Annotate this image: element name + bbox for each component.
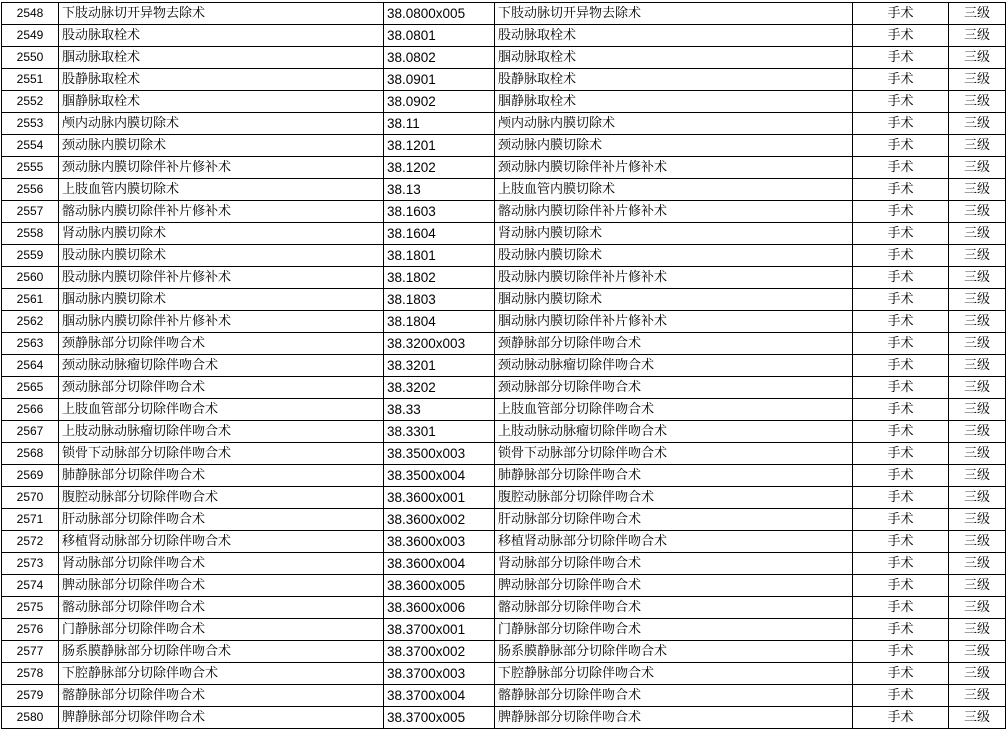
procedure-code-cell: 38.3700x005 (384, 707, 495, 729)
row-number-cell: 2569 (2, 465, 59, 487)
row-number-cell: 2578 (2, 663, 59, 685)
table-row (2, 575, 1006, 597)
level-cell: 三级 (949, 113, 1006, 135)
procedure-code-cell: 38.0802 (384, 47, 495, 69)
category-cell: 手术 (853, 333, 949, 355)
category-cell: 手术 (853, 135, 949, 157)
procedure-name-cell: 下肢动脉切开异物去除术 (59, 3, 384, 25)
category-cell: 手术 (853, 377, 949, 399)
table-row (2, 597, 1006, 619)
row-number-cell: 2554 (2, 135, 59, 157)
level-cell: 三级 (949, 311, 1006, 333)
table-row (2, 707, 1006, 729)
level-cell: 三级 (949, 707, 1006, 729)
procedure-name-alt-cell: 肝动脉部分切除伴吻合术 (495, 509, 853, 531)
row-number-cell: 2556 (2, 179, 59, 201)
row-number-cell: 2559 (2, 245, 59, 267)
level-cell: 三级 (949, 223, 1006, 245)
procedure-code-cell: 38.3200x003 (384, 333, 495, 355)
row-number-cell: 2550 (2, 47, 59, 69)
level-cell: 三级 (949, 245, 1006, 267)
procedure-name-cell: 颅内动脉内膜切除术 (59, 113, 384, 135)
procedure-code-cell: 38.3500x003 (384, 443, 495, 465)
table-row (2, 443, 1006, 465)
level-cell: 三级 (949, 575, 1006, 597)
procedure-name-alt-cell: 腘静脉取栓术 (495, 91, 853, 113)
row-number-cell: 2552 (2, 91, 59, 113)
procedure-code-cell: 38.1801 (384, 245, 495, 267)
table-row (2, 289, 1006, 311)
category-cell: 手术 (853, 47, 949, 69)
table-row (2, 157, 1006, 179)
procedure-name-cell: 下腔静脉部分切除伴吻合术 (59, 663, 384, 685)
procedure-name-alt-cell: 移植肾动脉部分切除伴吻合术 (495, 531, 853, 553)
row-number-cell: 2571 (2, 509, 59, 531)
procedure-code-cell: 38.1202 (384, 157, 495, 179)
row-number-cell: 2558 (2, 223, 59, 245)
procedure-name-cell: 肺静脉部分切除伴吻合术 (59, 465, 384, 487)
procedure-name-cell: 髂静脉部分切除伴吻合术 (59, 685, 384, 707)
category-cell: 手术 (853, 663, 949, 685)
procedure-code-cell: 38.3600x003 (384, 531, 495, 553)
category-cell: 手术 (853, 399, 949, 421)
row-number-cell: 2551 (2, 69, 59, 91)
row-number-cell: 2562 (2, 311, 59, 333)
table-row (2, 553, 1006, 575)
procedure-code-cell: 38.1604 (384, 223, 495, 245)
category-cell: 手术 (853, 179, 949, 201)
level-cell: 三级 (949, 443, 1006, 465)
level-cell: 三级 (949, 201, 1006, 223)
row-number-cell: 2549 (2, 25, 59, 47)
category-cell: 手术 (853, 267, 949, 289)
category-cell: 手术 (853, 553, 949, 575)
table-row (2, 333, 1006, 355)
row-number-cell: 2576 (2, 619, 59, 641)
level-cell: 三级 (949, 399, 1006, 421)
procedure-name-alt-cell: 颅内动脉内膜切除术 (495, 113, 853, 135)
table-row (2, 355, 1006, 377)
procedure-name-cell: 股动脉取栓术 (59, 25, 384, 47)
table-row (2, 399, 1006, 421)
level-cell: 三级 (949, 355, 1006, 377)
procedure-name-cell: 上肢血管部分切除伴吻合术 (59, 399, 384, 421)
procedure-code-cell: 38.3202 (384, 377, 495, 399)
category-cell: 手术 (853, 421, 949, 443)
row-number-cell: 2577 (2, 641, 59, 663)
level-cell: 三级 (949, 25, 1006, 47)
procedure-name-alt-cell: 上肢血管部分切除伴吻合术 (495, 399, 853, 421)
category-cell: 手术 (853, 113, 949, 135)
table-body (2, 3, 1006, 729)
category-cell: 手术 (853, 201, 949, 223)
category-cell: 手术 (853, 91, 949, 113)
category-cell: 手术 (853, 3, 949, 25)
procedure-name-alt-cell: 颈动脉内膜切除术 (495, 135, 853, 157)
table-row (2, 465, 1006, 487)
procedure-code-cell: 38.1803 (384, 289, 495, 311)
procedure-name-cell: 髂动脉内膜切除伴补片修补术 (59, 201, 384, 223)
procedure-name-alt-cell: 脾动脉部分切除伴吻合术 (495, 575, 853, 597)
row-number-cell: 2553 (2, 113, 59, 135)
procedure-name-alt-cell: 脾静脉部分切除伴吻合术 (495, 707, 853, 729)
level-cell: 三级 (949, 289, 1006, 311)
procedure-name-alt-cell: 颈动脉内膜切除伴补片修补术 (495, 157, 853, 179)
procedure-name-alt-cell: 上肢动脉动脉瘤切除伴吻合术 (495, 421, 853, 443)
table-row (2, 69, 1006, 91)
level-cell: 三级 (949, 69, 1006, 91)
category-cell: 手术 (853, 619, 949, 641)
procedure-name-cell: 股动脉内膜切除术 (59, 245, 384, 267)
procedure-name-cell: 锁骨下动脉部分切除伴吻合术 (59, 443, 384, 465)
procedure-name-alt-cell: 髂动脉内膜切除伴补片修补术 (495, 201, 853, 223)
category-cell: 手术 (853, 707, 949, 729)
procedure-name-cell: 肾动脉部分切除伴吻合术 (59, 553, 384, 575)
procedure-code-cell: 38.3700x004 (384, 685, 495, 707)
category-cell: 手术 (853, 597, 949, 619)
procedure-name-cell: 颈动脉部分切除伴吻合术 (59, 377, 384, 399)
row-number-cell: 2574 (2, 575, 59, 597)
procedure-name-alt-cell: 腘动脉内膜切除伴补片修补术 (495, 311, 853, 333)
procedure-code-cell: 38.3500x004 (384, 465, 495, 487)
row-number-cell: 2575 (2, 597, 59, 619)
level-cell: 三级 (949, 135, 1006, 157)
table-row (2, 487, 1006, 509)
level-cell: 三级 (949, 641, 1006, 663)
procedure-name-cell: 颈静脉部分切除伴吻合术 (59, 333, 384, 355)
table-row (2, 311, 1006, 333)
table-row (2, 509, 1006, 531)
procedure-name-alt-cell: 颈静脉部分切除伴吻合术 (495, 333, 853, 355)
procedure-name-alt-cell: 股动脉取栓术 (495, 25, 853, 47)
procedure-code-cell: 38.0801 (384, 25, 495, 47)
table-row (2, 619, 1006, 641)
table-row (2, 25, 1006, 47)
procedure-name-cell: 股静脉取栓术 (59, 69, 384, 91)
category-cell: 手术 (853, 311, 949, 333)
table-row (2, 47, 1006, 69)
procedure-code-cell: 38.11 (384, 113, 495, 135)
procedure-name-cell: 上肢动脉动脉瘤切除伴吻合术 (59, 421, 384, 443)
row-number-cell: 2560 (2, 267, 59, 289)
procedure-name-alt-cell: 股动脉内膜切除伴补片修补术 (495, 267, 853, 289)
procedure-code-cell: 38.3600x002 (384, 509, 495, 531)
row-number-cell: 2573 (2, 553, 59, 575)
category-cell: 手术 (853, 465, 949, 487)
level-cell: 三级 (949, 421, 1006, 443)
row-number-cell: 2570 (2, 487, 59, 509)
procedure-name-alt-cell: 门静脉部分切除伴吻合术 (495, 619, 853, 641)
procedure-code-cell: 38.1802 (384, 267, 495, 289)
category-cell: 手术 (853, 289, 949, 311)
category-cell: 手术 (853, 157, 949, 179)
table-row (2, 223, 1006, 245)
row-number-cell: 2563 (2, 333, 59, 355)
level-cell: 三级 (949, 267, 1006, 289)
procedure-code-cell: 38.1804 (384, 311, 495, 333)
row-number-cell: 2572 (2, 531, 59, 553)
procedure-table (1, 2, 1006, 729)
category-cell: 手术 (853, 245, 949, 267)
procedure-name-alt-cell: 肾动脉内膜切除术 (495, 223, 853, 245)
row-number-cell: 2568 (2, 443, 59, 465)
row-number-cell: 2561 (2, 289, 59, 311)
procedure-name-alt-cell: 颈动脉部分切除伴吻合术 (495, 377, 853, 399)
procedure-name-cell: 腘动脉取栓术 (59, 47, 384, 69)
procedure-name-cell: 上肢血管内膜切除术 (59, 179, 384, 201)
row-number-cell: 2557 (2, 201, 59, 223)
table-row (2, 377, 1006, 399)
table-row (2, 663, 1006, 685)
category-cell: 手术 (853, 487, 949, 509)
table-row (2, 201, 1006, 223)
row-number-cell: 2579 (2, 685, 59, 707)
row-number-cell: 2548 (2, 3, 59, 25)
procedure-code-cell: 38.3600x006 (384, 597, 495, 619)
category-cell: 手术 (853, 641, 949, 663)
procedure-name-cell: 腘动脉内膜切除术 (59, 289, 384, 311)
procedure-name-cell: 移植肾动脉部分切除伴吻合术 (59, 531, 384, 553)
category-cell: 手术 (853, 223, 949, 245)
row-number-cell: 2567 (2, 421, 59, 443)
level-cell: 三级 (949, 619, 1006, 641)
level-cell: 三级 (949, 531, 1006, 553)
procedure-code-cell: 38.0800x005 (384, 3, 495, 25)
category-cell: 手术 (853, 69, 949, 91)
procedure-name-alt-cell: 股静脉取栓术 (495, 69, 853, 91)
procedure-name-alt-cell: 颈动脉动脉瘤切除伴吻合术 (495, 355, 853, 377)
procedure-name-alt-cell: 髂动脉部分切除伴吻合术 (495, 597, 853, 619)
table-row (2, 135, 1006, 157)
category-cell: 手术 (853, 575, 949, 597)
procedure-code-cell: 38.3301 (384, 421, 495, 443)
procedure-code-cell: 38.3600x005 (384, 575, 495, 597)
category-cell: 手术 (853, 509, 949, 531)
procedure-name-alt-cell: 上肢血管内膜切除术 (495, 179, 853, 201)
procedure-code-cell: 38.3600x001 (384, 487, 495, 509)
procedure-name-alt-cell: 下腔静脉部分切除伴吻合术 (495, 663, 853, 685)
procedure-code-cell: 38.13 (384, 179, 495, 201)
table-row (2, 179, 1006, 201)
procedure-code-cell: 38.33 (384, 399, 495, 421)
procedure-code-cell: 38.3600x004 (384, 553, 495, 575)
level-cell: 三级 (949, 685, 1006, 707)
procedure-name-cell: 肾动脉内膜切除术 (59, 223, 384, 245)
category-cell: 手术 (853, 25, 949, 47)
table-row (2, 91, 1006, 113)
table-row (2, 531, 1006, 553)
procedure-name-cell: 肝动脉部分切除伴吻合术 (59, 509, 384, 531)
procedure-name-cell: 颈动脉动脉瘤切除伴吻合术 (59, 355, 384, 377)
level-cell: 三级 (949, 487, 1006, 509)
level-cell: 三级 (949, 91, 1006, 113)
category-cell: 手术 (853, 685, 949, 707)
procedure-name-alt-cell: 髂静脉部分切除伴吻合术 (495, 685, 853, 707)
level-cell: 三级 (949, 3, 1006, 25)
procedure-name-cell: 股动脉内膜切除伴补片修补术 (59, 267, 384, 289)
table-row (2, 245, 1006, 267)
row-number-cell: 2580 (2, 707, 59, 729)
procedure-code-cell: 38.3700x001 (384, 619, 495, 641)
category-cell: 手术 (853, 355, 949, 377)
procedure-name-cell: 脾静脉部分切除伴吻合术 (59, 707, 384, 729)
level-cell: 三级 (949, 553, 1006, 575)
level-cell: 三级 (949, 597, 1006, 619)
table-row (2, 113, 1006, 135)
procedure-name-alt-cell: 腘动脉取栓术 (495, 47, 853, 69)
procedure-name-cell: 腘动脉内膜切除伴补片修补术 (59, 311, 384, 333)
procedure-code-cell: 38.0902 (384, 91, 495, 113)
category-cell: 手术 (853, 443, 949, 465)
procedure-code-cell: 38.1201 (384, 135, 495, 157)
level-cell: 三级 (949, 333, 1006, 355)
procedure-name-alt-cell: 肺静脉部分切除伴吻合术 (495, 465, 853, 487)
procedure-name-alt-cell: 肾动脉部分切除伴吻合术 (495, 553, 853, 575)
table-row (2, 421, 1006, 443)
procedure-name-alt-cell: 锁骨下动脉部分切除伴吻合术 (495, 443, 853, 465)
procedure-name-alt-cell: 股动脉内膜切除术 (495, 245, 853, 267)
level-cell: 三级 (949, 157, 1006, 179)
procedure-code-cell: 38.3700x002 (384, 641, 495, 663)
row-number-cell: 2566 (2, 399, 59, 421)
procedure-name-cell: 腘静脉取栓术 (59, 91, 384, 113)
procedure-name-cell: 颈动脉内膜切除术 (59, 135, 384, 157)
procedure-code-cell: 38.1603 (384, 201, 495, 223)
table-row (2, 685, 1006, 707)
row-number-cell: 2564 (2, 355, 59, 377)
procedure-name-alt-cell: 腹腔动脉部分切除伴吻合术 (495, 487, 853, 509)
procedure-code-cell: 38.3700x003 (384, 663, 495, 685)
level-cell: 三级 (949, 509, 1006, 531)
level-cell: 三级 (949, 465, 1006, 487)
procedure-name-cell: 髂动脉部分切除伴吻合术 (59, 597, 384, 619)
level-cell: 三级 (949, 47, 1006, 69)
table-row (2, 641, 1006, 663)
procedure-name-cell: 门静脉部分切除伴吻合术 (59, 619, 384, 641)
table-row (2, 3, 1006, 25)
row-number-cell: 2565 (2, 377, 59, 399)
level-cell: 三级 (949, 663, 1006, 685)
procedure-name-alt-cell: 腘动脉内膜切除术 (495, 289, 853, 311)
procedure-name-cell: 肠系膜静脉部分切除伴吻合术 (59, 641, 384, 663)
procedure-name-alt-cell: 肠系膜静脉部分切除伴吻合术 (495, 641, 853, 663)
table-row (2, 267, 1006, 289)
category-cell: 手术 (853, 531, 949, 553)
procedure-name-alt-cell: 下肢动脉切开异物去除术 (495, 3, 853, 25)
procedure-name-cell: 颈动脉内膜切除伴补片修补术 (59, 157, 384, 179)
level-cell: 三级 (949, 179, 1006, 201)
row-number-cell: 2555 (2, 157, 59, 179)
level-cell: 三级 (949, 377, 1006, 399)
procedure-code-cell: 38.0901 (384, 69, 495, 91)
procedure-name-cell: 脾动脉部分切除伴吻合术 (59, 575, 384, 597)
procedure-code-cell: 38.3201 (384, 355, 495, 377)
procedure-name-cell: 腹腔动脉部分切除伴吻合术 (59, 487, 384, 509)
